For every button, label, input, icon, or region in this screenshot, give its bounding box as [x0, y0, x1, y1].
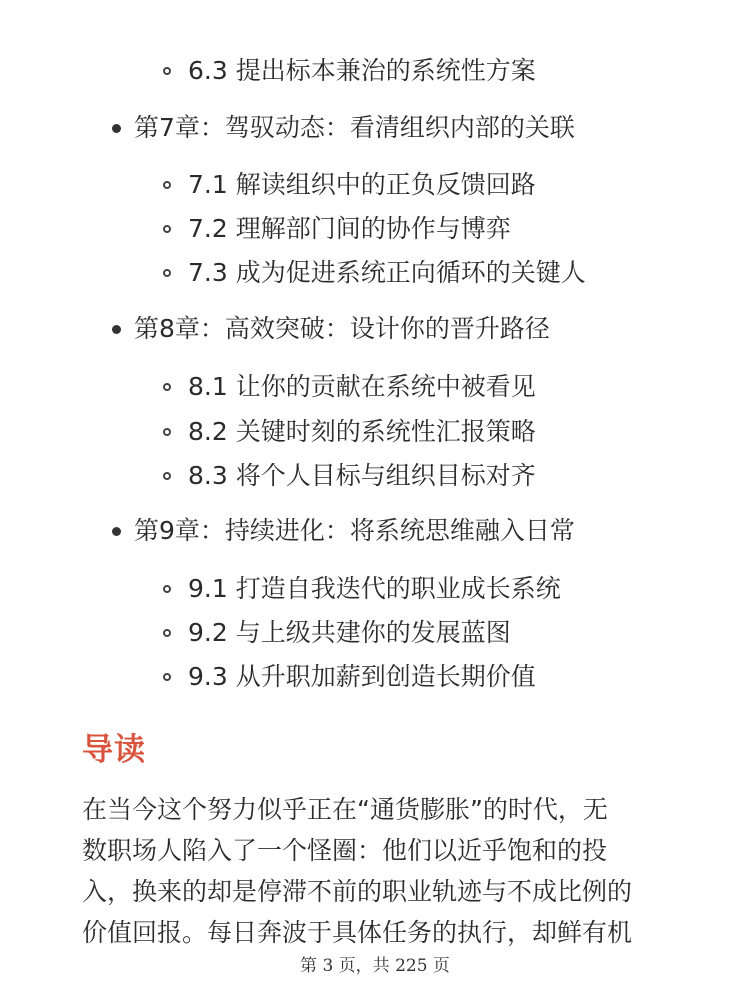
solid-bullet-icon [112, 325, 121, 334]
toc-subsection: 7.1 解读组织中的正负反馈回路 [188, 170, 536, 199]
toc-subsection: 7.2 理解部门间的协作与博弈 [188, 214, 511, 243]
paragraph-line: 数职场人陷入了一个怪圈：他们以近乎饱和的投 [82, 836, 608, 865]
hollow-bullet-icon [163, 269, 171, 277]
solid-bullet-icon [112, 124, 121, 133]
hollow-bullet-icon [163, 472, 171, 480]
hollow-bullet-icon [163, 585, 171, 593]
toc-subsection: 8.3 将个人目标与组织目标对齐 [188, 461, 536, 490]
hollow-bullet-icon [163, 383, 171, 391]
paragraph-line: 入，换来的却是停滞不前的职业轨迹与不成比例的 [82, 877, 633, 906]
toc-subsection: 9.2 与上级共建你的发展蓝图 [188, 618, 511, 647]
hollow-bullet-icon [163, 428, 171, 436]
toc-chapter: 第8章：高效突破：设计你的晋升路径 [134, 314, 550, 343]
section-heading: 导读 [82, 732, 146, 768]
paragraph-line: 价值回报。每日奔波于具体任务的执行，却鲜有机 [82, 918, 633, 947]
toc-subsection: 9.3 从升职加薪到创造长期价值 [188, 662, 536, 691]
page-number-footer: 第 3 页，共 225 页 [300, 956, 450, 976]
toc-subsection: 6.3 提出标本兼治的系统性方案 [188, 56, 536, 85]
hollow-bullet-icon [163, 629, 171, 637]
toc-chapter: 第7章：驾驭动态：看清组织内部的关联 [134, 113, 575, 142]
hollow-bullet-icon [163, 67, 171, 75]
toc-subsection: 9.1 打造自我迭代的职业成长系统 [188, 574, 561, 603]
hollow-bullet-icon [163, 181, 171, 189]
solid-bullet-icon [112, 527, 121, 536]
paragraph-line: 在当今这个努力似乎正在“通货膨胀”的时代，无 [82, 795, 608, 824]
hollow-bullet-icon [163, 673, 171, 681]
toc-subsection: 8.2 关键时刻的系统性汇报策略 [188, 417, 536, 446]
toc-chapter: 第9章：持续进化：将系统思维融入日常 [134, 516, 575, 545]
hollow-bullet-icon [163, 225, 171, 233]
toc-subsection: 8.1 让你的贡献在系统中被看见 [188, 372, 536, 401]
toc-subsection: 7.3 成为促进系统正向循环的关键人 [188, 258, 586, 287]
